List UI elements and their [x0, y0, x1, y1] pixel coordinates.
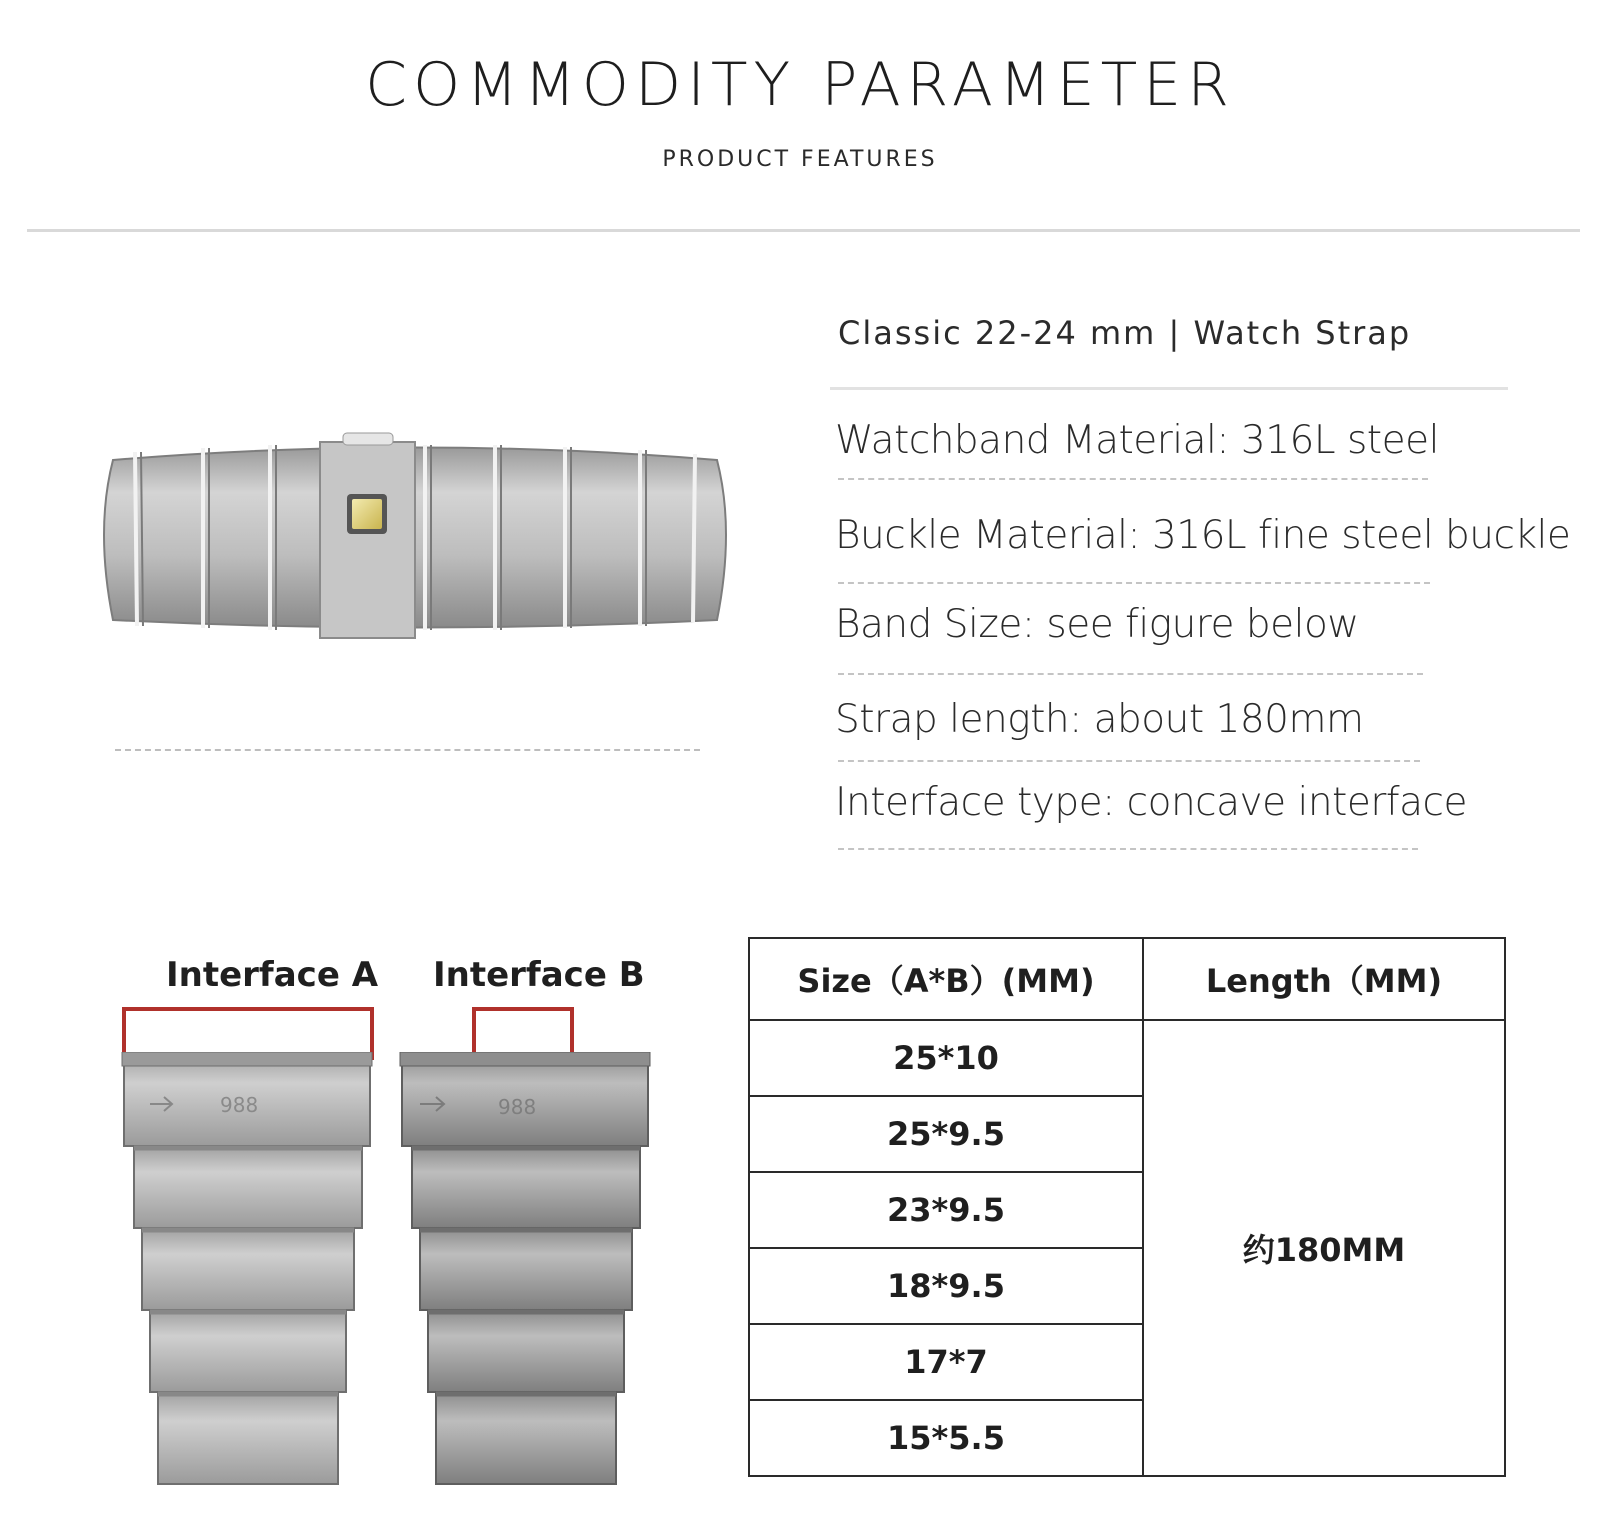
spec-dash	[838, 582, 1430, 584]
size-cell: 23*9.5	[749, 1172, 1143, 1248]
size-cell: 15*5.5	[749, 1400, 1143, 1476]
interface-a-label: Interface A	[166, 955, 379, 995]
spec-band-size: Band Size: see figure below	[835, 602, 1359, 647]
spec-watchband-material: Watchband Material: 316L steel	[835, 418, 1439, 463]
spec-dash	[838, 673, 1423, 675]
interface-a-image	[120, 1052, 380, 1492]
spec-heading: Classic 22-24 mm | Watch Strap	[838, 314, 1412, 352]
spec-divider	[830, 387, 1508, 390]
size-column-header: Size（A*B）(MM)	[749, 938, 1143, 1020]
spec-strap-length: Strap length: about 180mm	[835, 697, 1364, 742]
size-table	[748, 937, 1506, 1477]
spec-buckle-material: Buckle Material: 316L fine steel buckle	[835, 513, 1571, 558]
watch-band-image	[95, 430, 735, 650]
interface-a-engraving: 988	[220, 1093, 259, 1117]
spec-dash	[838, 848, 1418, 850]
size-cell: 25*9.5	[749, 1096, 1143, 1172]
table-header-row	[749, 938, 1505, 1020]
spec-dash	[838, 478, 1428, 480]
spec-interface-type: Interface type: concave interface	[835, 780, 1467, 825]
size-cell: 25*10	[749, 1020, 1143, 1096]
interface-b-label: Interface B	[433, 955, 645, 995]
header-divider	[27, 229, 1580, 232]
interface-b-engraving: 988	[498, 1095, 537, 1119]
interface-b-image	[398, 1052, 658, 1492]
size-cell: 18*9.5	[749, 1248, 1143, 1324]
length-cell: 约180MM	[1143, 1020, 1505, 1476]
length-column-header: Length（MM)	[1143, 938, 1505, 1020]
spec-dash	[838, 760, 1420, 762]
page-subtitle: PRODUCT FEATURES	[662, 147, 938, 172]
size-cell: 17*7	[749, 1324, 1143, 1400]
image-divider	[115, 749, 700, 751]
page-title: COMMODITY PARAMETER	[365, 50, 1235, 120]
table-row	[749, 1020, 1505, 1096]
